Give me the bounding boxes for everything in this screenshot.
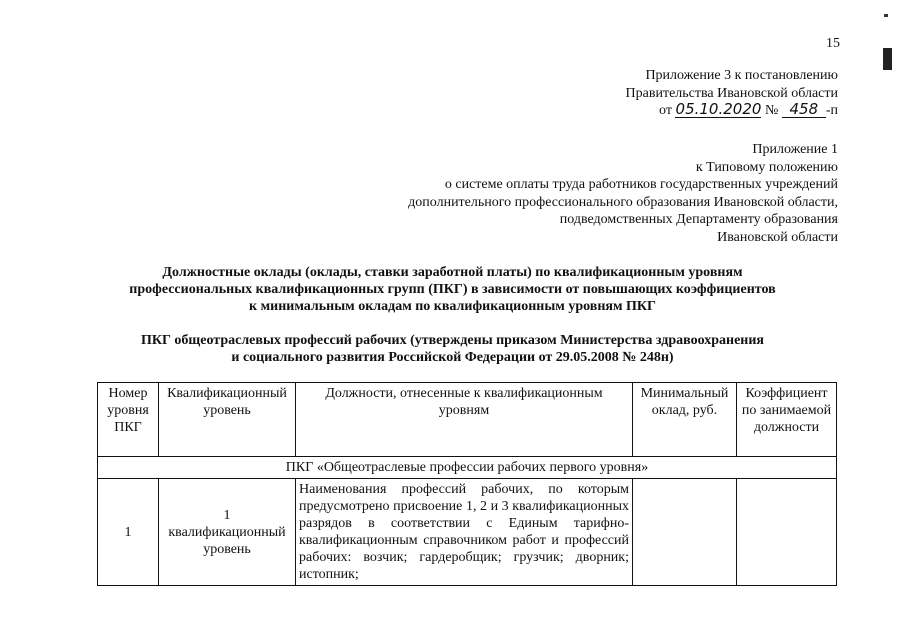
group-row-title: ПКГ «Общеотраслевые профессии рабочих первого уровня» <box>98 457 837 479</box>
cell-min-salary <box>633 479 737 586</box>
annex-line: подведомственных Департаменту образования <box>559 212 838 227</box>
annex-line: к Типовому положению <box>695 159 838 175</box>
page-number: 15 <box>826 36 840 51</box>
level-label: квалификационный уровень <box>168 524 286 557</box>
cell-level-number: 1 <box>98 479 159 586</box>
approval-line-3 <box>626 102 838 120</box>
annex-line: Ивановской области <box>717 229 838 245</box>
annex-block <box>408 141 838 246</box>
pkg-title-line: ПКГ общеотраслевых профессий рабочих (утверждены приказом Министерства здравоохранения <box>140 333 764 348</box>
header-level-number: Номер уровня ПКГ <box>98 383 159 457</box>
group-row <box>98 457 837 479</box>
cell-positions: Наименования профессий рабочих, по которым предусмотрено присвоение 1, 2 и 3 квалификационных разрядов в соответствии с Единым тарифно-квалификационным справочником работ и профессий рабочих: возчик; гардеробщик; грузчик; дворник; истопник; <box>296 479 633 586</box>
table-header-row <box>98 383 837 457</box>
header-coefficient: Коэффициент по занимаемой должности <box>737 383 837 457</box>
scan-mark <box>883 48 892 70</box>
pkg-title <box>0 332 905 366</box>
salary-table <box>97 382 837 586</box>
level-number: 1 <box>223 507 231 523</box>
approval-line-1: Приложение 3 к постановлению <box>645 68 838 83</box>
scan-dot <box>884 14 888 17</box>
approval-date: 05.10.2020 <box>675 100 762 118</box>
approval-block <box>626 67 838 120</box>
main-title <box>0 264 905 315</box>
annex-line: дополнительного профессионального образования Ивановской области, <box>408 194 838 210</box>
approval-number: 458 <box>782 102 826 118</box>
table-row <box>98 479 837 586</box>
pkg-title-line: и социального развития Российской Федерации от 29.05.2008 № 248н) <box>231 350 674 365</box>
approval-from: от <box>659 103 672 118</box>
cell-qualification-level <box>159 479 296 586</box>
main-title-line: к минимальным окладам по квалификационным уровням ПКГ <box>249 299 656 314</box>
header-positions: Должности, отнесенные к квалификационным уровням <box>296 383 633 457</box>
header-min-salary: Минимальный оклад, руб. <box>633 383 737 457</box>
annex-line: о системе оплаты труда работников государственных учреждений <box>444 177 838 192</box>
approval-number-suffix: -п <box>825 103 838 118</box>
main-title-line: Должностные оклады (оклады, ставки заработной платы) по квалификационным уровням <box>162 265 743 280</box>
main-title-line: профессиональных квалификационных групп (ПКГ) в зависимости от повышающих коэффициентов <box>129 282 776 297</box>
approval-number-sign: № <box>764 103 779 118</box>
cell-coefficient <box>737 479 837 586</box>
approval-line-2: Правительства Ивановской области <box>625 85 838 101</box>
annex-line: Приложение 1 <box>752 142 838 157</box>
header-qualification-level: Квалификационный уровень <box>159 383 296 457</box>
